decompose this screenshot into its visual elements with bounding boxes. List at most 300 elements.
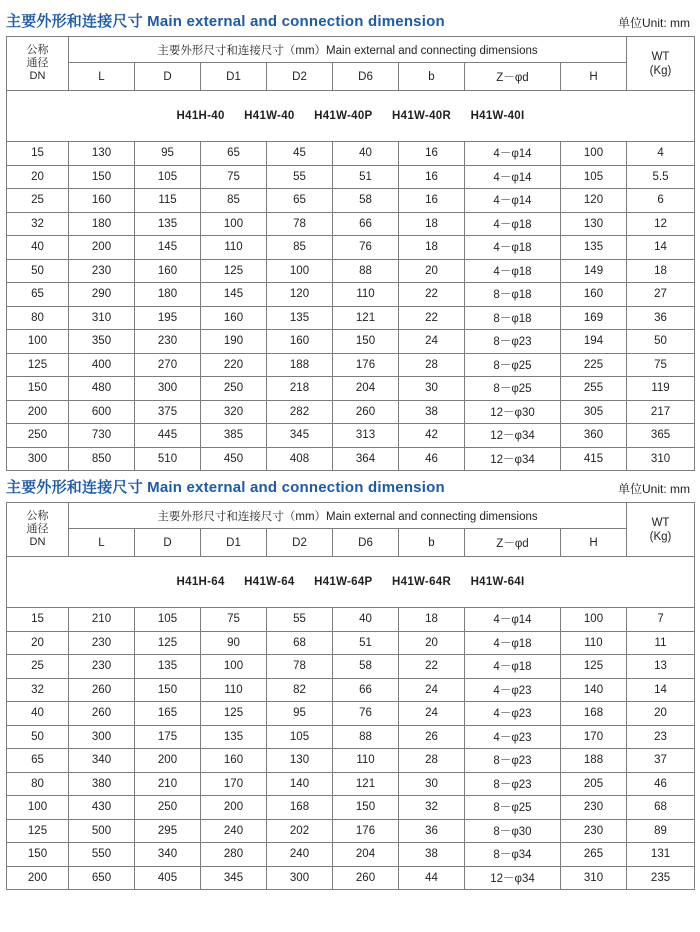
- table-cell: 200: [7, 866, 69, 890]
- table-cell: 8－φ18: [465, 306, 561, 330]
- table-row: [7, 843, 695, 867]
- table-cell: 130: [69, 142, 135, 166]
- table-cell: 12－φ30: [465, 400, 561, 424]
- weight-header: [627, 37, 695, 91]
- table-cell: 195: [135, 306, 201, 330]
- table-cell: 160: [201, 306, 267, 330]
- table-cell: 121: [333, 772, 399, 796]
- table-cell: 4: [627, 142, 695, 166]
- section-header: [6, 8, 694, 36]
- table-cell: 188: [267, 353, 333, 377]
- table-row: [7, 212, 695, 236]
- table-cell: 225: [561, 353, 627, 377]
- table-cell: 12－φ34: [465, 447, 561, 471]
- table-cell: 115: [135, 189, 201, 213]
- table-cell: 44: [399, 866, 465, 890]
- column-header-row: [7, 529, 695, 557]
- table-cell: 345: [201, 866, 267, 890]
- col-header-d2: D2: [267, 63, 333, 91]
- table-cell: 170: [201, 772, 267, 796]
- table-cell: 340: [135, 843, 201, 867]
- table-cell: 120: [267, 283, 333, 307]
- table-cell: 18: [399, 608, 465, 632]
- table-cell: 8－φ23: [465, 330, 561, 354]
- table-row: [7, 259, 695, 283]
- table-cell: 75: [627, 353, 695, 377]
- table-cell: 32: [399, 796, 465, 820]
- table-cell: 20: [399, 631, 465, 655]
- dimension-table: [6, 502, 695, 890]
- table-cell: 40: [7, 236, 69, 260]
- table-cell: 160: [69, 189, 135, 213]
- table-cell: 32: [7, 212, 69, 236]
- table-cell: 14: [627, 678, 695, 702]
- table-cell: 168: [267, 796, 333, 820]
- dimensions-header: 主要外形尺寸和连接尺寸（mm）Main external and connecting dimensions: [69, 37, 627, 63]
- table-body: [7, 608, 695, 890]
- table-row: [7, 377, 695, 401]
- table-cell: 66: [333, 212, 399, 236]
- col-header-l: L: [69, 63, 135, 91]
- table-cell: 445: [135, 424, 201, 448]
- table-cell: 255: [561, 377, 627, 401]
- table-cell: 125: [7, 819, 69, 843]
- model-row: [7, 91, 695, 142]
- table-cell: 30: [399, 377, 465, 401]
- table-cell: 58: [333, 655, 399, 679]
- table-cell: 45: [267, 142, 333, 166]
- table-cell: 200: [69, 236, 135, 260]
- dn-header-line: 通径: [26, 57, 49, 69]
- table-cell: 380: [69, 772, 135, 796]
- table-cell: 405: [135, 866, 201, 890]
- table-row: [7, 725, 695, 749]
- table-cell: 168: [561, 702, 627, 726]
- table-cell: 4－φ18: [465, 631, 561, 655]
- table-cell: 300: [267, 866, 333, 890]
- model-list: [7, 91, 695, 142]
- table-cell: 4－φ18: [465, 212, 561, 236]
- table-cell: 58: [333, 189, 399, 213]
- table-cell: 135: [135, 655, 201, 679]
- table-cell: 14: [627, 236, 695, 260]
- table-cell: 385: [201, 424, 267, 448]
- table-cell: 100: [201, 212, 267, 236]
- table-cell: 265: [561, 843, 627, 867]
- table-cell: 76: [333, 236, 399, 260]
- table-cell: 188: [561, 749, 627, 773]
- table-cell: 8－φ23: [465, 749, 561, 773]
- table-cell: 40: [333, 142, 399, 166]
- table-cell: 22: [399, 655, 465, 679]
- table-cell: 145: [201, 283, 267, 307]
- table-cell: 121: [333, 306, 399, 330]
- table-cell: 15: [7, 142, 69, 166]
- table-row: [7, 330, 695, 354]
- table-cell: 165: [135, 702, 201, 726]
- table-cell: 125: [201, 259, 267, 283]
- col-header-bolt: Z－φd: [465, 529, 561, 557]
- table-cell: 310: [561, 866, 627, 890]
- table-cell: 204: [333, 377, 399, 401]
- table-cell: 345: [267, 424, 333, 448]
- table-cell: 8－φ18: [465, 283, 561, 307]
- table-cell: 18: [399, 236, 465, 260]
- table-cell: 20: [627, 702, 695, 726]
- table-cell: 295: [135, 819, 201, 843]
- table-cell: 415: [561, 447, 627, 471]
- table-cell: 250: [7, 424, 69, 448]
- table-cell: 205: [561, 772, 627, 796]
- table-cell: 125: [7, 353, 69, 377]
- table-cell: 82: [267, 678, 333, 702]
- table-cell: 8－φ25: [465, 796, 561, 820]
- section-title: 主要外形和连接尺寸 Main external and connection dimension: [6, 13, 445, 30]
- table-cell: 364: [333, 447, 399, 471]
- col-header-bolt: Z－φd: [465, 63, 561, 91]
- table-cell: 300: [135, 377, 201, 401]
- table-cell: 6: [627, 189, 695, 213]
- dimensions-header: 主要外形尺寸和连接尺寸（mm）Main external and connecting dimensions: [69, 503, 627, 529]
- table-cell: 12－φ34: [465, 424, 561, 448]
- table-cell: 220: [201, 353, 267, 377]
- col-header-d6: D6: [333, 529, 399, 557]
- table-cell: 78: [267, 655, 333, 679]
- table-cell: 15: [7, 608, 69, 632]
- table-cell: 27: [627, 283, 695, 307]
- table-cell: 250: [135, 796, 201, 820]
- table-cell: 110: [561, 631, 627, 655]
- table-cell: 480: [69, 377, 135, 401]
- table-cell: 22: [399, 283, 465, 307]
- table-row: [7, 608, 695, 632]
- table-cell: 270: [135, 353, 201, 377]
- table-cell: 119: [627, 377, 695, 401]
- table-cell: 76: [333, 702, 399, 726]
- table-cell: 110: [333, 283, 399, 307]
- table-cell: 850: [69, 447, 135, 471]
- table-cell: 305: [561, 400, 627, 424]
- table-cell: 36: [627, 306, 695, 330]
- table-cell: 210: [135, 772, 201, 796]
- table-cell: 4－φ18: [465, 236, 561, 260]
- table-cell: 120: [561, 189, 627, 213]
- dimension-section-pn40: [6, 8, 694, 471]
- table-cell: 100: [7, 796, 69, 820]
- table-cell: 140: [561, 678, 627, 702]
- table-cell: 204: [333, 843, 399, 867]
- table-cell: 88: [333, 725, 399, 749]
- table-cell: 40: [7, 702, 69, 726]
- table-cell: 13: [627, 655, 695, 679]
- table-cell: 25: [7, 655, 69, 679]
- col-header-d2: D2: [267, 529, 333, 557]
- table-cell: 313: [333, 424, 399, 448]
- table-cell: 176: [333, 819, 399, 843]
- table-row: [7, 306, 695, 330]
- table-cell: 150: [7, 377, 69, 401]
- table-cell: 550: [69, 843, 135, 867]
- table-cell: 130: [561, 212, 627, 236]
- table-cell: 110: [333, 749, 399, 773]
- table-cell: 16: [399, 189, 465, 213]
- table-cell: 125: [201, 702, 267, 726]
- table-cell: 150: [333, 796, 399, 820]
- table-cell: 8－φ25: [465, 353, 561, 377]
- table-cell: 4－φ23: [465, 725, 561, 749]
- table-cell: 80: [7, 772, 69, 796]
- table-cell: 310: [69, 306, 135, 330]
- table-cell: 180: [69, 212, 135, 236]
- table-cell: 135: [561, 236, 627, 260]
- col-header-b: b: [399, 529, 465, 557]
- table-cell: 16: [399, 142, 465, 166]
- table-cell: 175: [135, 725, 201, 749]
- column-header-row: [7, 63, 695, 91]
- table-cell: 200: [201, 796, 267, 820]
- table-row: [7, 189, 695, 213]
- col-header-d: D: [135, 529, 201, 557]
- table-row: [7, 772, 695, 796]
- table-cell: 20: [7, 165, 69, 189]
- table-cell: 24: [399, 330, 465, 354]
- table-cell: 230: [561, 796, 627, 820]
- table-cell: 30: [399, 772, 465, 796]
- weight-header: [627, 503, 695, 557]
- table-cell: 65: [267, 189, 333, 213]
- table-cell: 38: [399, 400, 465, 424]
- table-cell: 140: [267, 772, 333, 796]
- table-cell: 235: [627, 866, 695, 890]
- table-cell: 150: [135, 678, 201, 702]
- dn-header: [7, 503, 69, 557]
- table-cell: 25: [7, 189, 69, 213]
- table-row: [7, 447, 695, 471]
- table-cell: 600: [69, 400, 135, 424]
- model-row: [7, 557, 695, 608]
- table-cell: 22: [399, 306, 465, 330]
- table-cell: 26: [399, 725, 465, 749]
- table-cell: 240: [201, 819, 267, 843]
- dn-header-line: DN: [29, 536, 46, 548]
- table-cell: 190: [201, 330, 267, 354]
- table-row: [7, 165, 695, 189]
- col-header-d1: D1: [201, 529, 267, 557]
- table-cell: 510: [135, 447, 201, 471]
- table-cell: 75: [201, 608, 267, 632]
- table-cell: 8－φ25: [465, 377, 561, 401]
- table-cell: 95: [267, 702, 333, 726]
- table-cell: 500: [69, 819, 135, 843]
- table-cell: 12: [627, 212, 695, 236]
- table-row: [7, 678, 695, 702]
- weight-header-line: (Kg): [649, 530, 672, 543]
- table-cell: 135: [267, 306, 333, 330]
- col-header-h: H: [561, 529, 627, 557]
- table-row: [7, 866, 695, 890]
- table-cell: 4－φ14: [465, 608, 561, 632]
- table-cell: 210: [69, 608, 135, 632]
- table-cell: 105: [135, 165, 201, 189]
- table-cell: 42: [399, 424, 465, 448]
- table-cell: 4－φ14: [465, 189, 561, 213]
- table-cell: 12－φ34: [465, 866, 561, 890]
- table-cell: 8－φ23: [465, 772, 561, 796]
- table-cell: 230: [135, 330, 201, 354]
- table-cell: 105: [561, 165, 627, 189]
- dn-header-line: 通径: [26, 523, 49, 535]
- table-cell: 730: [69, 424, 135, 448]
- model-label: H41H-64: [176, 576, 225, 588]
- table-cell: 145: [135, 236, 201, 260]
- table-row: [7, 631, 695, 655]
- table-cell: 65: [201, 142, 267, 166]
- table-cell: 11: [627, 631, 695, 655]
- table-cell: 300: [69, 725, 135, 749]
- table-cell: 375: [135, 400, 201, 424]
- table-cell: 89: [627, 819, 695, 843]
- unit-label: 单位Unit: mm: [617, 16, 690, 30]
- table-cell: 65: [7, 749, 69, 773]
- table-cell: 105: [135, 608, 201, 632]
- table-cell: 650: [69, 866, 135, 890]
- table-cell: 130: [267, 749, 333, 773]
- table-cell: 135: [201, 725, 267, 749]
- table-cell: 4－φ18: [465, 259, 561, 283]
- table-cell: 105: [267, 725, 333, 749]
- table-cell: 150: [7, 843, 69, 867]
- table-row: [7, 353, 695, 377]
- table-cell: 230: [69, 655, 135, 679]
- table-row: [7, 236, 695, 260]
- table-cell: 55: [267, 165, 333, 189]
- unit-label: 单位Unit: mm: [617, 482, 690, 496]
- table-cell: 100: [267, 259, 333, 283]
- weight-header-line: WT: [651, 516, 670, 529]
- table-cell: 230: [69, 259, 135, 283]
- model-label: H41W-40P: [314, 110, 373, 122]
- table-cell: 135: [135, 212, 201, 236]
- table-cell: 28: [399, 353, 465, 377]
- table-cell: 100: [7, 330, 69, 354]
- table-cell: 100: [561, 608, 627, 632]
- table-cell: 450: [201, 447, 267, 471]
- dn-header-line: DN: [29, 70, 46, 82]
- table-cell: 4－φ14: [465, 165, 561, 189]
- table-cell: 88: [333, 259, 399, 283]
- table-cell: 260: [69, 678, 135, 702]
- section-title: 主要外形和连接尺寸 Main external and connection dimension: [6, 479, 445, 496]
- table-cell: 55: [267, 608, 333, 632]
- table-cell: 194: [561, 330, 627, 354]
- table-cell: 68: [627, 796, 695, 820]
- table-cell: 230: [69, 631, 135, 655]
- table-cell: 100: [201, 655, 267, 679]
- table-cell: 85: [201, 189, 267, 213]
- table-cell: 170: [561, 725, 627, 749]
- table-cell: 160: [561, 283, 627, 307]
- table-cell: 169: [561, 306, 627, 330]
- table-cell: 430: [69, 796, 135, 820]
- table-cell: 78: [267, 212, 333, 236]
- table-cell: 408: [267, 447, 333, 471]
- table-cell: 176: [333, 353, 399, 377]
- table-cell: 230: [561, 819, 627, 843]
- table-cell: 260: [333, 866, 399, 890]
- table-cell: 50: [7, 725, 69, 749]
- table-cell: 217: [627, 400, 695, 424]
- table-cell: 51: [333, 631, 399, 655]
- table-cell: 66: [333, 678, 399, 702]
- table-cell: 38: [399, 843, 465, 867]
- model-list: [7, 557, 695, 608]
- table-cell: 160: [201, 749, 267, 773]
- table-cell: 4－φ18: [465, 655, 561, 679]
- table-cell: 85: [267, 236, 333, 260]
- table-row: [7, 796, 695, 820]
- table-cell: 5.5: [627, 165, 695, 189]
- dimension-section-pn64: [6, 474, 694, 890]
- model-label: H41W-40R: [392, 110, 452, 122]
- table-cell: 260: [69, 702, 135, 726]
- table-cell: 149: [561, 259, 627, 283]
- table-cell: 36: [399, 819, 465, 843]
- col-header-d: D: [135, 63, 201, 91]
- table-cell: 4－φ23: [465, 678, 561, 702]
- model-label: H41W-40: [244, 110, 295, 122]
- table-cell: 4－φ14: [465, 142, 561, 166]
- table-cell: 18: [399, 212, 465, 236]
- table-cell: 290: [69, 283, 135, 307]
- table-row: [7, 819, 695, 843]
- col-header-d1: D1: [201, 63, 267, 91]
- table-cell: 7: [627, 608, 695, 632]
- model-label: H41W-64R: [392, 576, 452, 588]
- weight-header-line: (Kg): [649, 64, 672, 77]
- section-header: [6, 474, 694, 502]
- table-cell: 51: [333, 165, 399, 189]
- dn-header-line: 公称: [26, 510, 49, 522]
- table-cell: 218: [267, 377, 333, 401]
- table-row: [7, 283, 695, 307]
- table-cell: 46: [627, 772, 695, 796]
- table-cell: 160: [135, 259, 201, 283]
- table-cell: 24: [399, 702, 465, 726]
- table-cell: 202: [267, 819, 333, 843]
- model-label: H41H-40: [176, 110, 225, 122]
- model-label: H41W-64: [244, 576, 295, 588]
- table-cell: 125: [135, 631, 201, 655]
- table-cell: 180: [135, 283, 201, 307]
- model-label: H41W-64P: [314, 576, 373, 588]
- table-cell: 365: [627, 424, 695, 448]
- table-cell: 350: [69, 330, 135, 354]
- table-cell: 200: [135, 749, 201, 773]
- table-cell: 340: [69, 749, 135, 773]
- table-cell: 240: [267, 843, 333, 867]
- weight-header-line: WT: [651, 50, 670, 63]
- table-cell: 24: [399, 678, 465, 702]
- table-body: [7, 142, 695, 471]
- table-cell: 46: [399, 447, 465, 471]
- table-cell: 4－φ23: [465, 702, 561, 726]
- table-cell: 150: [333, 330, 399, 354]
- table-cell: 280: [201, 843, 267, 867]
- table-cell: 360: [561, 424, 627, 448]
- table-cell: 95: [135, 142, 201, 166]
- table-cell: 131: [627, 843, 695, 867]
- table-cell: 150: [69, 165, 135, 189]
